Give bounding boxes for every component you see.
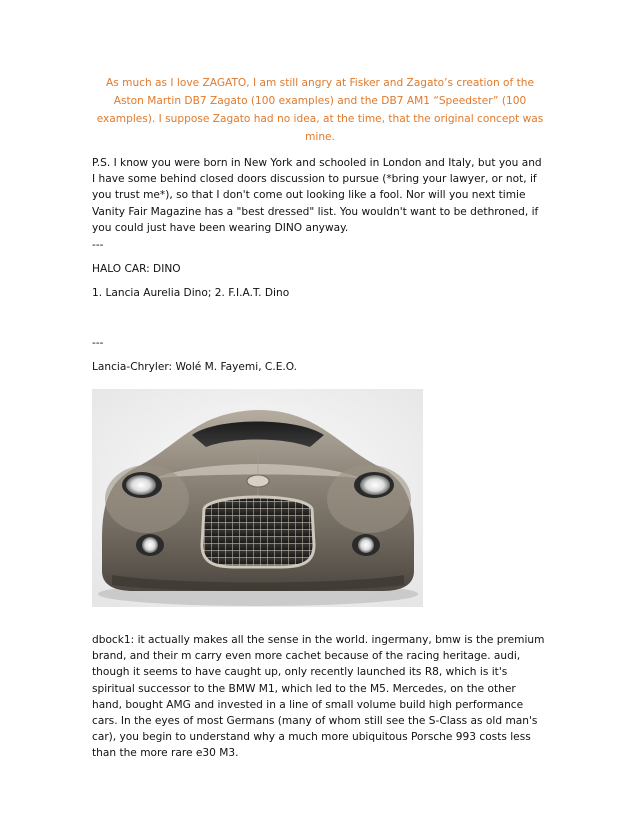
ps-paragraph: P.S. I know you were born in New York and schooled in London and Italy, but you and I have some behind closed doors discussion to pursue (*bring your lawyer, or not, if you trust me*), so that I don't come out looking like a fool. Nor will you next timie Vanity Fair Magazine has a "best dressed" list. You wouldn't want to be dethroned, if you could just have been wearing DINO anyway.	[92, 157, 542, 234]
halo-car-heading: HALO CAR: DINO	[92, 263, 181, 275]
dino-list: 1. Lancia Aurelia Dino; 2. F.I.A.T. Dino	[92, 287, 290, 299]
dbock-paragraph: dbock1: it actually makes all the sense in the world. ingermany, bmw is the premium brand, and their m carry even more cachet because of the racing heritage. audi, though it seems to have caught up, only recently launched its R8, which is it's spiritual successor to the BMW M1, which led to the M5. Mercedes, on the other hand, bought AMG and invested in a line of small volume build high performance cars. In the eyes of most Germans (many of whom still see the S-Class as old man's car), you begin to understand why a much more ubiquitous Porsche 993 costs less than the more rare e30 M3.	[92, 634, 545, 760]
divider-1: ---	[92, 239, 104, 251]
divider-2: ---	[92, 337, 104, 349]
ceo-line: Lancia-Chryler: Wolé M. Fayemi, C.E.O.	[92, 361, 298, 373]
zagato-quote: As much as I love ZAGATO, I am still angry at Fisker and Zagato’s creation of the Aston Martin DB7 Zagato (100 examples) and the DB7 AM1 “Speedster” (100 examples). I suppose Zagato had no idea, at the time, that the original concept was mine.	[96, 77, 544, 143]
concept-car-photo	[92, 389, 423, 607]
